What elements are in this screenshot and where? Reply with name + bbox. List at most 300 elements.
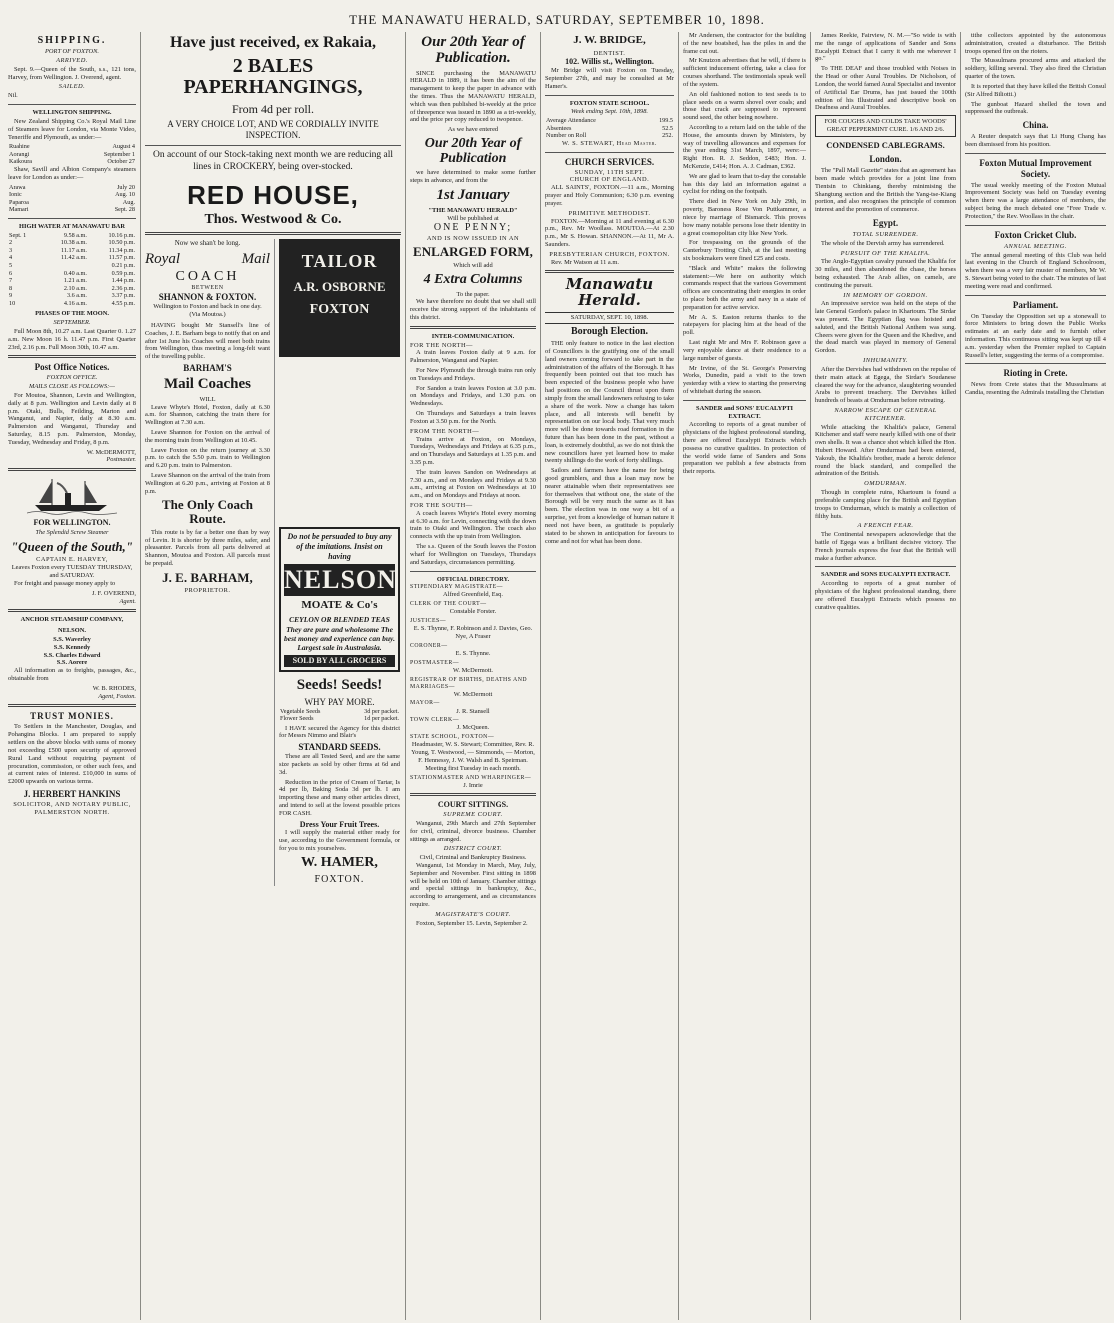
news-paragraph: To THE DEAF and those troubled with Noises in the Head or other Aural Troubles. Dr Nicholson, of London, the world famed Aural Specialist and inventor of Artificial Ear Drums, has just issued the 100th edition of his Illustrated and descriptive book on Deafness and Aural Troubles. bbox=[815, 65, 956, 112]
divider bbox=[8, 355, 136, 358]
school-stats bbox=[545, 117, 674, 140]
from-north-item: The train leaves Sandon on Wednesdays at 7.30 a.m., and on Mondays and Fridays at 9.30 a.m., arriving at Foxton on Wednesdays at 10 a.m., and on Mondays and Fridays at noon. bbox=[410, 468, 536, 500]
tailor-tea-column bbox=[275, 239, 400, 886]
nelson-brand: NELSON bbox=[284, 565, 397, 595]
coach-time: Leave Shannon for Foxton on the arrival of the morning train from Wellington at 10.45. bbox=[145, 428, 270, 444]
arrived-text: Sept. 9.—Queen of the South, s.s., 121 tons, Harvey, from Wellington. J. Overend, agent. bbox=[8, 65, 136, 81]
wellington-row bbox=[8, 158, 136, 166]
news-paragraph: James Reekie, Fairview, N. M.—"So wide is with me the range of applications of Sander and Sons Eucalypti Extract that I carry it with me wherever I go." bbox=[815, 32, 956, 63]
news-paragraph: It is reported that they have killed the British Consul (Sir Alfred Biliotti.) bbox=[965, 82, 1106, 98]
divider bbox=[8, 104, 136, 105]
tide-row-cell: 4 bbox=[9, 254, 13, 262]
fruit-trees-heading: Dress Your Fruit Trees. bbox=[299, 819, 380, 829]
primitive-methodist-text: FOXTON.—Morning at 11 and evening at 6.30 p.m., Rev. Mr Woollass. MOUTOA.—At 2.30 p.m., Mr S. Howan. SHANNON.—At 11, Mr A. Saunders. bbox=[545, 217, 674, 248]
barham-name: J. E. BARHAM, bbox=[162, 569, 253, 585]
woods-peppermint-ad: FOR COUGHS AND COLDS TAKE WOODS' GREAT PEPPERMINT CURE. 1/6 AND 2/6. bbox=[815, 115, 956, 137]
borough-election-heading: Borough Election. bbox=[570, 325, 649, 337]
only-coach-heading: The Only Coach Route. bbox=[161, 497, 253, 527]
agent-name: J. F. OVEREND, bbox=[91, 589, 136, 597]
school-row-cell: Number on Roll bbox=[546, 132, 587, 140]
for-the-south: FOR THE SOUTH— bbox=[410, 502, 473, 510]
tide-row-cell: 8 bbox=[9, 284, 13, 292]
hamer-name: W. HAMER, bbox=[301, 854, 378, 870]
directory-role: CORONER— bbox=[410, 642, 448, 649]
church-of-england-text: ALL SAINTS', FOXTON.—11 a.m., Morning prayer and Holy Communion; 6.30 p.m. evening prayer. bbox=[545, 184, 674, 207]
pursuit-text: The Anglo-Egyptian cavalry pursued the Khalifa for 30 miles, and then abandoned the chase, the horses being exhausted. The Arab allies, on camels, are continuing the pursuit. bbox=[815, 258, 956, 289]
mails-heading: MAILS CLOSE AS FOLLOWS:— bbox=[29, 383, 115, 391]
news-paragraph: Mr A. S. Easton returns thanks to the ratepayers for placing him at the head of the poll. bbox=[683, 313, 806, 337]
tide-row bbox=[8, 292, 136, 300]
moate-brand: MOATE & Co's bbox=[301, 599, 378, 612]
wellington-row-cell: Aorangi bbox=[9, 150, 30, 158]
sunday-date: SUNDAY, 11TH SEPT. bbox=[574, 168, 645, 176]
total-surrender-heading: TOTAL SURRENDER. bbox=[852, 230, 919, 238]
tide-row-cell: 10.38 a.m. bbox=[60, 239, 87, 247]
coach-text: HAVING bought Mr Stansell's line of Coaches, J. E. Barham begs to notify that on and after 1st June his Coaches will meet both trains from Wellington, thus meeting a long-felt want of the travelling public. bbox=[145, 321, 270, 361]
postmaster-title: Postmaster. bbox=[106, 456, 136, 464]
wellington-row-cell: Kaikoura bbox=[9, 158, 33, 166]
tide-row-cell bbox=[40, 262, 87, 270]
tailor-town: FOXTON bbox=[309, 301, 370, 317]
north-item: For Sandon a train leaves Foxton at 3.0 p.m. on Mondays and Fridays, and 1.30 p.m. on Wednesdays. bbox=[410, 384, 536, 408]
tide-row-cell: 1.44 p.m. bbox=[111, 277, 135, 285]
china-text: A Reuter despatch says that Li Hung Chang has been dismissed from his position. bbox=[965, 133, 1106, 148]
directory-role: STIPENDIARY MAGISTRATE— bbox=[410, 584, 503, 591]
divider bbox=[815, 566, 956, 567]
standard-seeds: STANDARD SEEDS. bbox=[298, 742, 381, 753]
north-item: For New Plymouth the through trains run only on Tuesdays and Fridays. bbox=[410, 367, 536, 382]
directory-role: POSTMASTER— bbox=[410, 659, 459, 666]
seed-row bbox=[279, 708, 400, 716]
tide-row bbox=[8, 232, 136, 240]
shaw-row-cell: Mamari bbox=[9, 206, 29, 214]
narrow-escape-text: While attacking the Khalifa's palace, General Kitchener and staff were nearly killed with one of their own shells. It was a chance shot which killed the Hon. Hubert Howard. After Omdurman had been entered, Yakoub, the Khalifa's brother, made a heroic defence round the black standard, and compelled the admiration of the British. bbox=[815, 423, 956, 478]
news-paragraph: The gunboat Hazard shelled the town and suppressed the outbreak. bbox=[965, 100, 1106, 116]
tide-row-cell: 3.6 a.m. bbox=[66, 292, 87, 300]
rhodes-name: W. B. RHODES, bbox=[92, 684, 136, 692]
tide-row-cell: 11.17 a.m. bbox=[61, 246, 87, 254]
coach-route: SHANNON & FOXTON. bbox=[158, 292, 257, 303]
shaw-row-cell: Sept. 28 bbox=[114, 206, 135, 214]
coach-ad-column bbox=[145, 239, 275, 886]
total-surrender-text: The whole of the Dervish army has surrendered. bbox=[821, 239, 945, 247]
news-paragraph: Mr Andersen, the contractor for the building of the new boatshed, has the piles in and the frame cut out. bbox=[683, 32, 806, 55]
news-paragraph: tithe collectors appointed by the autonomous administration, created a disturbance. The British troops opened fire on the rioters. bbox=[965, 32, 1106, 55]
which-add: Which will add bbox=[453, 262, 493, 270]
red-house-title: RED HOUSE, bbox=[187, 180, 359, 211]
north-item: On Thursdays and Saturdays a train leaves Foxton at 3.50 p.m. for the North. bbox=[410, 410, 536, 425]
divider bbox=[145, 232, 401, 235]
tide-row bbox=[8, 270, 136, 278]
ship-name: S.S. Charles Edward bbox=[43, 651, 101, 659]
extra-columns: 4 Extra Columns bbox=[423, 271, 523, 287]
rakaia-ad-line1: Have just received, ex Rakaia, bbox=[170, 34, 376, 51]
mail-word: Mail bbox=[241, 250, 270, 267]
tide-row-cell: 11.57 p.m. bbox=[108, 254, 135, 262]
nelson-heading: NELSON. bbox=[58, 627, 86, 635]
school-row bbox=[545, 132, 674, 140]
ship-name: S.S. Waverley bbox=[53, 635, 91, 643]
cablegrams-heading: CONDENSED CABLEGRAMS. bbox=[826, 139, 945, 150]
will-be-published: Will be published at bbox=[447, 214, 499, 222]
egypt-heading: Egypt. bbox=[872, 217, 899, 228]
mail-coaches-heading: Mail Coaches bbox=[163, 375, 252, 392]
seeds-heading: Seeds! Seeds! bbox=[296, 676, 383, 693]
rhodes-agent: Agent, Foxton. bbox=[98, 692, 136, 700]
inhumanity-heading: INHUMANITY. bbox=[863, 357, 908, 365]
coach-word: COACH bbox=[175, 268, 240, 284]
borough-paragraph: THE only feature to notice in the last election of Councillors is the gratifying one of the small land owners coming forward to take part in the administration of the affairs of the Borough. It has frequently been pointed out that too much has been expected of the business people who have had positions on the Council thrust upon them simply from the small landowners refusing to take a share of the work. Now a change has taken place, and all interests will benefit by representation on our local body. That very much more will be done towards road formation in the future than has been done in the past, without a loan, is extremely doubtful, as we do not think the new councillors have yet learned how to make twenty shillings do the work of forty shillings. bbox=[545, 340, 674, 465]
shaw-row-cell: Paparoa bbox=[9, 198, 29, 206]
enlarged-form: ENLARGED FORM, bbox=[413, 244, 533, 260]
wellington-shipping-heading: WELLINGTON SHIPPING. bbox=[32, 109, 112, 117]
since-text: SINCE purchasing the MANAWATU HERALD in 1889, it has been the aim of the management to keep the paper in advance with the times. Thus the MANAWATU HERALD, which was then published bi-weekly at the price of threepence was issued in 1890 as a tri-weekly, and the price per copy reduced to twopence. bbox=[410, 69, 536, 124]
tide-row-cell: 6 bbox=[9, 269, 13, 277]
district-court-text: Wanganui, 1st Monday in March, May, July, September and November. First sitting in 1898 will be held on 10th of January. Chamber sittings and special sittings in bankruptcy, &c., according to arrangement, and as circumstances require. bbox=[410, 862, 536, 909]
shaw-row-cell: Arawa bbox=[9, 183, 26, 191]
gordon-memory-text: An impressive service was held on the steps of the late General Gordon's palace in Khartoum. The Sirdar was present. The Egyptian flag was hoisted and saluted, and the British National Anthem was sung. Cheers were given for the Queen and the Khedive, and the dead march was played in memory of General Gordon. bbox=[815, 300, 956, 355]
column-world-news bbox=[961, 32, 1110, 1320]
coach-route-sub: Wellington to Foxton and back in one day. bbox=[153, 303, 262, 311]
wellington-row-cell: October 27 bbox=[107, 158, 135, 166]
from-the-north: FROM THE NORTH— bbox=[410, 427, 480, 435]
column-shipping bbox=[4, 32, 141, 1320]
directory-role: STATE SCHOOL, FOXTON— bbox=[410, 734, 495, 741]
intercommunication-heading: INTER-COMMUNICATION. bbox=[431, 332, 515, 340]
supreme-court-text: Wanganui, 29th March and 27th September for civil, criminal, divorce business. Chamber sittings as arranged. bbox=[410, 819, 536, 843]
official-directory-heading: OFFICIAL DIRECTORY. bbox=[436, 575, 510, 583]
news-paragraph: "Black and White" makes the following statement:—We here on authority which commands respect that the various Government offices are concentrating their energies in order to place both the army and navy in a state of preparation for active service. bbox=[683, 264, 806, 311]
news-paragraph: Last night Mr and Mrs F. Robinson gave a very enjoyable dance at their residence to a large number of guests. bbox=[683, 339, 806, 362]
tide-row bbox=[8, 247, 136, 255]
tide-row-cell: 9 bbox=[9, 292, 13, 300]
newspaper-page bbox=[4, 32, 1110, 1320]
news-paragraph: According to a return laid on the table of the House, the amounts drawn by Ministers, by way of travelling allowances and expenses for the year ending 31st March, 1897, were:—Right Hon. R. J. Seddon, £483; Hon. J. McKenzie, £414; Hon. A. J. Cadman, £362. bbox=[683, 123, 806, 170]
south-item: The s.s. Queen of the South leaves the Foxton wharf for Wellington on Tuesdays, Thursdays and Saturdays, circumstances permitting. bbox=[410, 543, 536, 566]
bridge-address: 102. Willis st., Wellington. bbox=[565, 57, 654, 67]
shaw-row bbox=[8, 191, 136, 199]
omdurman-heading: OMDURMAN. bbox=[864, 480, 907, 488]
dentist-title: DENTIST. bbox=[593, 49, 626, 57]
tide-row-cell: 10 bbox=[9, 299, 16, 307]
gordon-memory-heading: IN MEMORY OF GORDON. bbox=[843, 291, 928, 299]
pursuit-heading: PURSUIT OF THE KHALIFA. bbox=[840, 249, 931, 257]
bridge-text: Mr Bridge will visit Foxton on Tuesday, September 27th, and may be consulted at Mr Hamer's. bbox=[545, 67, 674, 90]
nelson-warning: Do not be persuaded to buy any of the imitations. Insist on having bbox=[287, 532, 392, 561]
magistrate-court-heading: MAGISTRATE'S COURT. bbox=[435, 910, 511, 918]
barham-title: PROPRIETOR. bbox=[184, 587, 231, 595]
school-row-cell: Absentees bbox=[546, 124, 572, 132]
annual-meeting-heading: ANNUAL MEETING. bbox=[1004, 242, 1067, 250]
tide-row-cell: 2 bbox=[9, 239, 13, 247]
wellington-row bbox=[8, 151, 136, 159]
magistrate-court-text: Foxton, September 15. Levin, September 2. bbox=[416, 919, 528, 927]
crete-heading: Rioting in Crete. bbox=[1003, 368, 1068, 379]
cricket-club-text: The annual general meeting of this Club was held last evening in the Church of England Schoolroom, when there was a very fair muster of members, Mr W. S. Stewart being voted to the chair. The minutes of last meeting were read and confirmed. bbox=[965, 251, 1106, 290]
cordial-invite: A VERY CHOICE LOT, AND WE CORDIALLY INVITE INSPECTION. bbox=[167, 119, 379, 141]
directory-holder: W. McDermott bbox=[453, 690, 493, 698]
divider bbox=[965, 225, 1106, 226]
column-cablegrams bbox=[811, 32, 961, 1320]
price-per-roll: From 4d per roll. bbox=[232, 101, 314, 116]
shaw-savill-table bbox=[8, 184, 136, 214]
tide-row-cell: 2.10 a.m. bbox=[63, 284, 87, 292]
shaw-row bbox=[8, 184, 136, 192]
moon-phases-heading: PHASES OF THE MOON. bbox=[35, 310, 109, 318]
trust-monies-heading: TRUST MONIES. bbox=[30, 711, 114, 722]
official-directory bbox=[410, 584, 536, 789]
borough-paragraph: Sailors and farmers have the name for being good grumblers, and thus a loan may now be nearer attainable when their representatives see for themselves that without one, the state of the Borough will be very much the same as it has been. The election was in one way a bit of a surprise, yet from a knowledge of human nature it need not have been, as gratitude is popularly stated to be shown in anticipation for favours to come and not for what has been done. bbox=[545, 467, 674, 545]
queen-of-the-south-title: "Queen of the South," bbox=[10, 538, 134, 554]
tide-row-cell: 10.16 p.m. bbox=[108, 231, 135, 239]
coach-times bbox=[145, 404, 270, 496]
from-north-item: Trains arrive at Foxton, on Mondays, Tuesdays, Wednesdays and Fridays at 6.35 p.m., and on Thursdays and Saturdays at 1.35 p.m. and 3.35 p.m. bbox=[410, 435, 536, 466]
directory-role: STATIONMASTER AND WHARFINGER— bbox=[410, 774, 532, 781]
news-paragraph: There died in New York on July 29th, in poverty, Baroness Rose Von Puttkammer, a niece by marriage of Bismarck. This proves how many notable persons lose their identity in a great cosmopolitan city like New York. bbox=[683, 198, 806, 237]
divider bbox=[683, 400, 806, 401]
herald-name: "THE MANAWATU HERALD" bbox=[428, 206, 518, 214]
tide-row bbox=[8, 300, 136, 308]
news-paragraph: We are glad to learn that to-day the constable has this day laid an information against a cyclist for riding on the footpath. bbox=[683, 172, 806, 196]
col7-paragraphs bbox=[965, 32, 1106, 116]
wellington-shipping-text: New Zealand Shipping Co.'s Royal Mail Line of Steamers leave for London, via Monte Video, Teneriffe and Plymouth, as under:— bbox=[8, 117, 136, 141]
shipping-heading: SHIPPING. bbox=[37, 35, 107, 46]
agent-title: Agent. bbox=[119, 597, 136, 605]
directory-role: TOWN CLERK— bbox=[410, 717, 460, 724]
sold-by-grocers: SOLD BY ALL GROCERS bbox=[284, 655, 395, 667]
why-pay-more: WHY PAY MORE. bbox=[304, 696, 375, 707]
westwood-title: Thos. Westwood & Co. bbox=[204, 212, 342, 228]
tide-row bbox=[8, 239, 136, 247]
tide-row-cell: 1.21 a.m. bbox=[63, 277, 87, 285]
tide-row-cell: 5 bbox=[9, 261, 13, 269]
seeds-tested-text: These are all Tested Seed, and are the same size packets as sold by other firms at 6d and 3d. bbox=[279, 753, 400, 776]
directory-holder: Headmaster, W. S. Stewart; Committee, Rev. R. Young, T. Westwood, — Simmonds, — Morton, F. Hennessy, J. W. Walsh and B. Speirman. Meeting first Tuesday in each month. bbox=[411, 741, 535, 772]
will-word: WILL bbox=[199, 395, 216, 403]
court-sittings-heading: COURT SITTINGS. bbox=[437, 800, 509, 810]
postmaster-name: W. McDERMOTT, bbox=[86, 448, 136, 456]
tide-row-cell: 4.16 a.m. bbox=[63, 299, 87, 307]
divider bbox=[8, 218, 136, 219]
column-bridge-editorial bbox=[541, 32, 679, 1320]
china-heading: China. bbox=[1022, 120, 1049, 131]
news-paragraph: An old fashioned notion to test seeds is to place seeds on a warm shovel over coals; and those that crack are supposed to represent sound seed, the other being nowhere. bbox=[683, 90, 806, 122]
tide-row-cell: 3 bbox=[9, 246, 13, 254]
tide-row bbox=[8, 277, 136, 285]
coach-time: Leave Whyte's Hotel, Foxton, daily at 6.30 a.m. for Shannon, catching the train there for Wellington at 7.30 a.m. bbox=[145, 403, 270, 427]
newspaper-masthead: THE MANAWATU HERALD, SATURDAY, SEPTEMBER 10, 1898. bbox=[349, 12, 765, 27]
london-text: The "Pall Mall Gazette" states that an agreement has been made which provides for a joint line from Tientsin to Chinkiang, thereby minimising the Shangtung section and the British the Yang-tse-Kiang portion, and also recognises the principle of common interest and the promotion of commerce. bbox=[815, 167, 956, 214]
sander-extract-text: According to reports of a great number of physicians of the highest professional standing, there are offered Eucalypti Extracts which possess no curative qualities. bbox=[815, 580, 956, 611]
shaw-row-cell: Ionic bbox=[9, 191, 22, 199]
post-office-sub: FOXTON OFFICE. bbox=[46, 374, 98, 382]
port-subheading: PORT OF FOXTON. bbox=[45, 48, 99, 56]
presbyterian-text: Rev. Mr Watson at 11 a.m. bbox=[551, 258, 619, 266]
from-north-items bbox=[410, 436, 536, 501]
tide-row-cell: 0.59 p.m. bbox=[111, 269, 135, 277]
church-services-heading: CHURCH SERVICES. bbox=[564, 156, 655, 167]
directory-holder: E. S. Thynne, F. Robinson and J. Davies, Geo. Nye, A Fraser bbox=[413, 625, 533, 640]
to-the-paper: To the paper. bbox=[456, 290, 490, 298]
tide-row-cell: 10.50 p.m. bbox=[108, 239, 135, 247]
directory-holder: J. McQueen. bbox=[456, 724, 490, 732]
hankins-name: J. HERBERT HANKINS bbox=[23, 788, 121, 799]
ship-name: S.S. Aorere bbox=[56, 659, 88, 667]
directory-holder: W. McDermott. bbox=[452, 666, 494, 674]
royal-word: Royal bbox=[145, 250, 180, 267]
moon-month: SEPTEMBER. bbox=[53, 319, 91, 327]
wellington-row bbox=[8, 143, 136, 151]
hamer-town: FOXTON. bbox=[314, 873, 365, 885]
district-court-heading: DISTRICT COURT. bbox=[443, 845, 503, 853]
omdurman-text: Though in complete ruins, Khartoum is found a preferable camping place for the British and Egyptian troops to Omdurman, which is mainly a collection of filthy huts. bbox=[815, 489, 956, 520]
cricket-club-heading: Foxton Cricket Club. bbox=[994, 229, 1077, 240]
coach-time: Leave Shannon on the arrival of the train from Wellington at 6.20 p.m., arriving at Foxton at 8 p.m. bbox=[145, 472, 270, 495]
tide-row-cell: 0.40 a.m. bbox=[63, 269, 87, 277]
south-item: A coach leaves Whyte's Hotel every morning at 6.30 a.m. for Levin, connecting with the down train to Otaki and Wellington. The coach also connects with the up train from Wellington. bbox=[410, 509, 536, 541]
sander-extract-heading: SANDER and SONS EUCALYPTI EXTRACT. bbox=[820, 571, 951, 579]
shaw-row bbox=[8, 199, 136, 207]
directory-holder: J. R. Stansell bbox=[456, 707, 490, 715]
wellington-row-cell: Ruahine bbox=[9, 143, 30, 151]
state-school-heading: FOXTON STATE SCHOOL. bbox=[569, 99, 650, 107]
news-paragraph: For trespassing on the grounds of the Canterbury Trotting Club, at the last meeting six bookmakers were fined £25 and costs. bbox=[683, 239, 806, 262]
week-ending: Week ending Sept. 10th, 1898. bbox=[571, 108, 648, 116]
shaw-row-cell: July 20 bbox=[116, 183, 135, 191]
shaw-row-cell: Aug. bbox=[122, 198, 135, 206]
determined-text: we have determined to make some further steps in advance, and from the bbox=[410, 169, 536, 185]
for-wellington-heading: FOR WELLINGTON. bbox=[33, 518, 111, 528]
london-heading: London. bbox=[869, 154, 902, 165]
school-row-cell: 199.5 bbox=[659, 117, 673, 125]
divider bbox=[545, 95, 674, 96]
tide-row bbox=[8, 285, 136, 293]
divider bbox=[145, 145, 401, 146]
fruit-trees-text: I will supply the material either ready for use, according to the Government formula, or for you to mix yourselves. bbox=[279, 829, 400, 853]
parliament-heading: Parliament. bbox=[1012, 299, 1059, 310]
one-penny: ONE PENNY; bbox=[433, 222, 513, 234]
mutual-improvement-text: The usual weekly meeting of the Foxton Mutual Improvement Society was held on Tuesday evening when there was a large attendance of members, the subject being the much debated one "Free Trade v. Protection," the Rev. Woollass in the chair. bbox=[965, 181, 1106, 220]
tide-row-cell: 11.34 p.m. bbox=[108, 246, 135, 254]
herald-masthead: Manawatu Herald. bbox=[565, 275, 654, 310]
issue-date: SATURDAY, SEPT. 10, 1898. bbox=[545, 312, 674, 324]
school-row-cell: 252. bbox=[662, 132, 673, 140]
anchor-company-heading: ANCHOR STEAMSHIP COMPANY, bbox=[20, 616, 124, 624]
shaw-savill-text: Shaw, Savill and Albion Company's steamers leave for London as under:— bbox=[8, 166, 136, 181]
school-row bbox=[545, 117, 674, 125]
south-items bbox=[410, 510, 536, 567]
directory-role: MAYOR— bbox=[410, 700, 440, 707]
north-item: A train leaves Foxton daily at 9 a.m. for Palmerston, Wanganui and Napier. bbox=[410, 349, 536, 365]
headmaster-name: W. S. STEWART, Head Master. bbox=[561, 139, 658, 147]
post-office-heading: Post Office Notices. bbox=[34, 362, 110, 373]
crockery-notice: On account of our Stock-taking next month we are reducing all lines in CROCKERY, being over-stocked. bbox=[152, 150, 394, 173]
news-paragraph: Mr Knutzon advertises that he will, if there is sufficient inducement offering, take a class for courses shorthand. The testimonials speak well of the system. bbox=[683, 57, 806, 88]
directory-holder: Alfred Greenfield, Esq. bbox=[443, 591, 503, 599]
col6-paragraphs bbox=[815, 32, 956, 112]
our-20th-year-heading: Our 20th Year of Publication. bbox=[421, 34, 525, 66]
shaw-row-cell: Aug. 10 bbox=[115, 191, 135, 199]
shaken-text: Now we shan't be long. bbox=[174, 239, 241, 248]
seed-prices bbox=[279, 708, 400, 723]
divider bbox=[545, 152, 674, 153]
inhumanity-text: After the Dervishes had withdrawn on the repulse of their main attack at Egega, the Sirdar's Soudanese cleared the way for the advance, slaughtering wounded Arabs to prevent treachery. The Dervishes killed hundreds of beasts at Omdurman before retreating. bbox=[815, 365, 956, 405]
tide-row bbox=[8, 254, 136, 262]
column-publication bbox=[406, 32, 541, 1320]
as-entered: As we have entered bbox=[447, 126, 499, 134]
divider bbox=[965, 153, 1106, 154]
trust-monies-text: To Settlers in the Manchester, Douglas, and Pohangina Blocks. I am prepared to supply settlers on the above blocks with sums of money not exceeding £500 upon security of approved Rural Land without requiring payment of procuration, commission, or other such fees, and at current rates of interest. £10,000 in sums of £2000 upwards on various terms. bbox=[8, 723, 136, 786]
tide-row-cell: 0.21 p.m. bbox=[111, 261, 135, 269]
divider bbox=[410, 793, 536, 796]
column-local-news bbox=[679, 32, 811, 1320]
divider bbox=[8, 704, 136, 707]
sailed-label: SAILED. bbox=[58, 83, 86, 91]
local-news-paragraphs bbox=[683, 32, 806, 396]
high-water-heading: HIGH WATER AT MANAWATU BAR bbox=[19, 222, 125, 230]
arrived-label: ARRIVED. bbox=[56, 57, 88, 64]
school-row-cell: Average Attendance bbox=[546, 117, 596, 125]
shaw-row bbox=[8, 206, 136, 214]
between-word: BETWEEN bbox=[191, 285, 224, 291]
tide-row-cell: Sept. 1 bbox=[9, 231, 27, 239]
therefore-text: We have therefore no doubt that we shall still receive the strong support of the inhabitants of this district. bbox=[410, 298, 536, 321]
tide-row-cell: 11.42 a.m. bbox=[61, 254, 87, 262]
sailed-text: Nil. bbox=[8, 92, 18, 100]
divider bbox=[410, 571, 536, 572]
via-moutoa: (Via Moutoa.) bbox=[189, 311, 226, 319]
seed-row-cell: 3d per packet. bbox=[364, 707, 399, 715]
divider bbox=[965, 363, 1106, 364]
mutual-improvement-heading: Foxton Mutual Improvement Society. bbox=[979, 157, 1092, 179]
directory-role: CLERK OF THE COURT— bbox=[410, 601, 487, 608]
divider bbox=[8, 468, 136, 471]
tide-row-cell: 3.37 p.m. bbox=[111, 292, 135, 300]
presbyterian-church: PRESBYTERIAN CHURCH, FOXTON. bbox=[549, 250, 670, 258]
seed-row bbox=[279, 715, 400, 723]
tailor-word: TAILOR bbox=[301, 251, 378, 272]
only-coach-text: This route is by far a better one than by way of Levin. It is shorter by three miles, safer, and pleasanter. Parcels from all parts delivered at Shannon, Moutoa and Foxton. All parcels must be prepaid. bbox=[145, 528, 270, 567]
directory-holder: E. S. Thynne. bbox=[455, 649, 491, 657]
wellington-row-cell: September 1 bbox=[103, 150, 135, 158]
school-row bbox=[545, 125, 674, 133]
splendid-text: The Splendid Screw Steamer bbox=[35, 529, 109, 537]
barhams-heading: BARHAM'S bbox=[183, 362, 232, 373]
wellington-row-cell: August 4 bbox=[112, 143, 135, 151]
school-row-cell: 52.5 bbox=[662, 124, 673, 132]
column-advertisements bbox=[141, 32, 406, 1320]
primitive-methodist: PRIMITIVE METHODIST. bbox=[568, 209, 651, 217]
mails-text: For Moutoa, Shannon, Levin and Wellington, daily at 8 p.m. Wellington and Levin daily at 8 p.m. Otaki, Bulls, Feilding, Marton and Wanganui, and Napier, daily at 8.30 a.m. Palmerston and Wanganui, Thursday and Saturday, 8.15 p.m. Palmerston, Monday, Tuesday, Wednesday and Friday, 8 p.m. bbox=[8, 391, 136, 446]
nelson-tea-text: CEYLON OR BLENDED TEAS They are pure and wholesome The best money and experience can buy. Largest sale in Australasia. bbox=[284, 615, 395, 652]
first-january: 1st January bbox=[436, 187, 510, 203]
directory-holder: Constable Forster. bbox=[449, 608, 497, 616]
freight-text: For freight and passage money apply to bbox=[14, 579, 116, 587]
divider bbox=[965, 295, 1106, 296]
directory-holder: J. Imrie bbox=[463, 781, 483, 789]
divider bbox=[410, 326, 536, 329]
reduction-text: Reduction in the price of Cream of Tartar, Is 4d per lb, Baking Soda 3d per lb. I am importing these and many other articles direct, and intend to sell at the lowest possible prices FOR CASH. bbox=[279, 778, 400, 817]
news-paragraph: Mr Irvine, of the St. George's Preserving Works, Dunedin, paid a visit to the town yesterday with a view to starting the preserving of whitebait during the season. bbox=[683, 364, 806, 395]
ships-list bbox=[8, 636, 136, 667]
captain-name: CAPTAIN E. HARVEY, bbox=[36, 556, 108, 564]
directory-role: JUSTICES— bbox=[410, 618, 447, 625]
nelson-moate-ad bbox=[279, 527, 400, 672]
eucalypti-heading: SANDER and SONS' EUCALYPTI EXTRACT. bbox=[696, 404, 793, 420]
wellington-shipping-table bbox=[8, 143, 136, 166]
ship-name: S.S. Kennedy bbox=[53, 643, 91, 651]
eucalypti-text: According to reports of a great number of physicians of the highest professional standing, there are offered Eucalypti Extracts which possess no curative qualities. In protection of the world wide fame of Sanders and Sons preparation we publish a few abstracts from their reports. bbox=[683, 421, 806, 476]
